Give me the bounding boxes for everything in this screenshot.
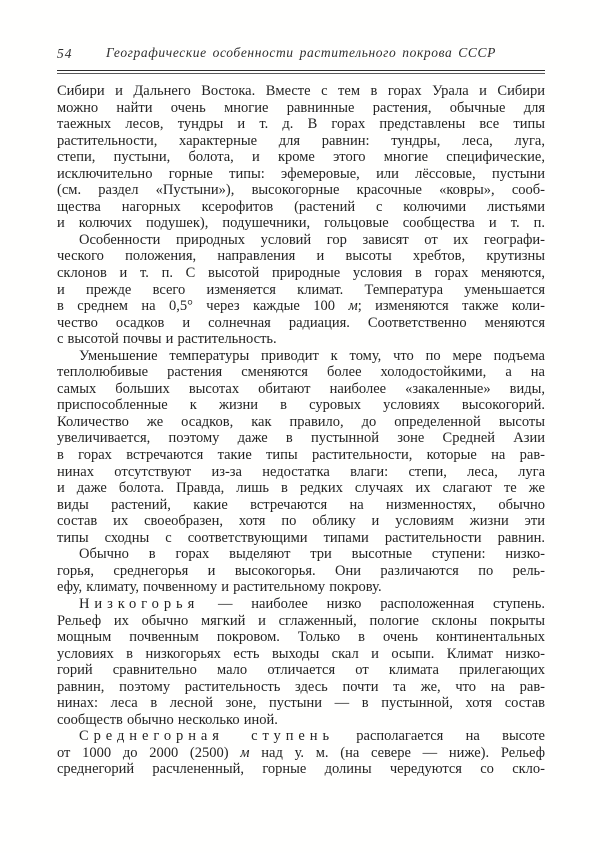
text-run: горий сравнительно мало отличается от климата прилегающих xyxy=(57,662,545,679)
text-run: Особенности природных условий гор зависят от их географи- xyxy=(79,231,545,248)
text-run: равнин, поэтому растительность здесь почти та же, что на рав- xyxy=(57,678,545,695)
text-run: самых больших высотах обитают наиболее «закаленные» виды, xyxy=(57,380,545,397)
text-run: горья, среднегорья и высокогорья. Они различаются по рель- xyxy=(57,562,545,579)
text-line xyxy=(57,761,545,778)
text-line xyxy=(57,100,545,117)
text-run: исключительно горные типы: эфемеровые, или лёссовые, пустыни xyxy=(57,165,545,182)
text-run: и даже болота. Правда, лишь в редких случаях их слагают те же xyxy=(57,480,545,497)
text-run: увеличивается, поэтому даже в пустынной зоне Средней Азии xyxy=(57,430,545,447)
text-line xyxy=(57,282,545,299)
text-run: ческого положения, направления и высоты хребтов, крутизны xyxy=(57,248,545,265)
text-run: щества нагорных ксерофитов (растений с колючими листьями xyxy=(57,198,545,215)
text-run: таежных лесов, тундры и т. д. В горах представлены все типы xyxy=(57,116,545,133)
text-run: чество осадков и солнечная радиация. Соответственно меняются xyxy=(57,314,545,331)
text-line xyxy=(57,298,545,315)
text-line xyxy=(57,712,545,729)
text-line xyxy=(57,430,545,447)
text-line xyxy=(57,116,545,133)
text-line xyxy=(57,530,545,547)
text-run: от 1000 до 2000 (2500) xyxy=(57,744,241,761)
text-run: Обычно в горах выделяют три высотные ступени: низко- xyxy=(79,546,545,563)
header-rule xyxy=(57,70,545,74)
text-line xyxy=(57,331,545,348)
text-run: нинах: леса в лесной зоне, пустыни — в пустынной, хотя состав xyxy=(57,695,545,712)
text-line xyxy=(57,166,545,183)
text-run: можно найти очень многие равнинные растения, обычные для xyxy=(57,99,545,116)
text-line xyxy=(57,728,545,745)
text-run: ефу, климату, почвенному и растительному покрову. xyxy=(57,579,382,596)
text-run: растительности, характерные для равнин: тундры, леса, луга, xyxy=(57,132,545,149)
text-line xyxy=(57,563,545,580)
text-run: Сибири и Дальнего Востока. Вместе с тем в горах Урала и Сибири xyxy=(57,83,545,99)
text-run: в среднем на 0,5° через каждые 100 xyxy=(57,298,349,315)
text-run: располагается на высоте xyxy=(334,728,545,745)
text-run: условиях в низкогорьях есть выходы скал и осыпи. Климат низко- xyxy=(57,645,545,662)
text-line xyxy=(57,397,545,414)
text-run: виды растений, какие встречаются на низменностях, обычно xyxy=(57,496,545,513)
italic-unit: м xyxy=(240,744,250,761)
text-run: приспособленные к жизни в суровых условиях высокогорий. xyxy=(57,397,545,414)
page-header xyxy=(57,45,545,63)
text-line xyxy=(57,215,545,232)
text-line xyxy=(57,629,545,646)
spaced-term: Низкогорья xyxy=(79,595,200,612)
text-line xyxy=(57,199,545,216)
text-run: нинах отсутствуют из-за недостатка влаги: степи, леса, луга xyxy=(57,463,545,480)
text-line xyxy=(57,265,545,282)
text-line xyxy=(57,579,545,596)
spaced-term: Среднегорная ступень xyxy=(79,728,334,745)
text-run: Количество же осадков, как правило, до определенной высоты xyxy=(57,413,545,430)
text-line xyxy=(57,662,545,679)
text-line xyxy=(57,480,545,497)
text-run: сообществ обычно несколько иной. xyxy=(57,711,278,728)
text-line xyxy=(57,248,545,265)
text-line xyxy=(57,364,545,381)
text-run: в горах встречаются такие типы растительности, которые на рав- xyxy=(57,447,545,464)
page-number: 54 xyxy=(57,46,73,61)
text-run: степи, пустыни, болота, и кроме этого многие специфические, xyxy=(57,149,545,166)
text-line xyxy=(57,182,545,199)
text-line xyxy=(57,613,545,630)
text-run: Рельеф их обычно мягкий и сглаженный, пологие склоны покрыты xyxy=(57,612,545,629)
text-line xyxy=(57,315,545,332)
text-run: мощным почвенным покровом. Только в очень континентальных xyxy=(57,629,545,646)
text-run: теплолюбивые растения сменяются более холодостойкими, а на xyxy=(57,364,545,381)
text-line xyxy=(57,497,545,514)
text-line xyxy=(57,513,545,530)
text-line xyxy=(57,464,545,481)
text-line xyxy=(57,381,545,398)
text-line xyxy=(57,149,545,166)
text-run: и прежде всего изменяется климат. Температура уменьшается xyxy=(57,281,545,298)
text-run: и колючих подушек), подушечники, гольцовые сообщества и т. п. xyxy=(57,215,545,232)
text-line xyxy=(57,348,545,365)
text-block xyxy=(57,83,545,778)
text-line xyxy=(57,679,545,696)
text-run: типы сходны с соответствующими типами растительности равнин. xyxy=(57,529,545,546)
running-title: Географические особенности растительного покрова СССР xyxy=(106,45,496,60)
text-run: — наиболее низко расположенная ступень. xyxy=(199,595,545,612)
text-run: с высотой почвы и растительность. xyxy=(57,331,277,348)
text-line xyxy=(57,695,545,712)
text-run: Уменьшение температуры приводит к тому, что по мере подъема xyxy=(79,347,545,364)
text-run: среднегорий расчлененный, горные долины чередуются со скло- xyxy=(57,761,545,778)
text-line xyxy=(57,232,545,249)
italic-unit: м xyxy=(348,298,358,315)
text-line xyxy=(57,745,545,762)
text-run: состав их своеобразен, хотя по облику и условиям жизни эти xyxy=(57,513,545,530)
text-run: склонов и т. п. С высотой природные условия в горах меняются, xyxy=(57,265,545,282)
text-line xyxy=(57,133,545,150)
text-line xyxy=(57,546,545,563)
text-line xyxy=(57,596,545,613)
text-line xyxy=(57,83,545,100)
text-line xyxy=(57,646,545,663)
text-run: ; изменяются также коли- xyxy=(357,298,545,315)
text-line xyxy=(57,447,545,464)
text-line xyxy=(57,414,545,431)
text-run: над у. м. (на севере — ниже). Рельеф xyxy=(249,744,545,761)
text-run: (см. раздел «Пустыни»), высокогорные красочные «ковры», сооб- xyxy=(57,182,545,199)
